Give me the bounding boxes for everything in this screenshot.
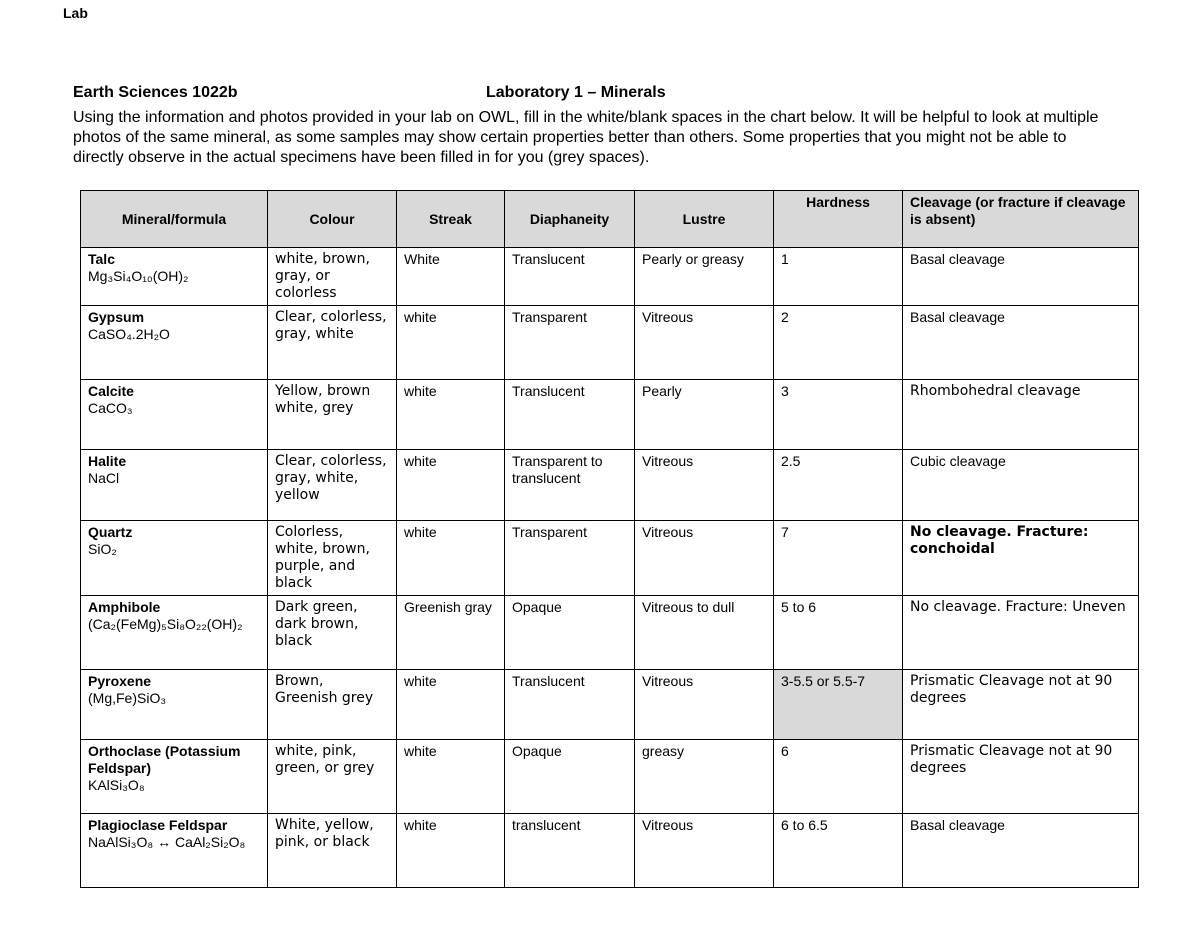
- mineral-formula: NaAlSi₃O₈ ↔ CaAl₂Si₂O₈: [88, 834, 246, 850]
- mineral-formula: SiO₂: [88, 541, 117, 557]
- cell-colour: White, yellow, pink, or black: [268, 814, 397, 888]
- cell-colour: white, pink, green, or grey: [268, 740, 397, 814]
- mineral-name: Calcite: [88, 383, 134, 399]
- mineral-name: Amphibole: [88, 599, 161, 615]
- cell-mineral: [81, 740, 268, 814]
- cell-lustre: Vitreous: [635, 814, 774, 888]
- mineral-formula: KAlSi₃O₈: [88, 777, 145, 793]
- cell-streak: white: [397, 670, 505, 740]
- cell-hardness: 2: [774, 306, 903, 380]
- header-hardness: Hardness: [774, 191, 903, 248]
- cell-diaphaneity: Transparent: [505, 306, 635, 380]
- cell-cleavage: Prismatic Cleavage not at 90 degrees: [903, 740, 1139, 814]
- mineral-name: Gypsum: [88, 309, 145, 325]
- minerals-table: [80, 190, 1139, 888]
- table-row: [81, 521, 1139, 596]
- header-mineral: Mineral/formula: [81, 191, 268, 248]
- cell-hardness: 3-5.5 or 5.5-7: [774, 670, 903, 740]
- cell-cleavage: Rhombohedral cleavage: [903, 380, 1139, 450]
- mineral-name: Pyroxene: [88, 673, 152, 689]
- cell-streak: white: [397, 380, 505, 450]
- table-header-row: [81, 191, 1139, 248]
- cell-streak: Greenish gray: [397, 596, 505, 670]
- cell-cleavage: Basal cleavage: [903, 814, 1139, 888]
- cell-mineral: [81, 814, 268, 888]
- cell-streak: White: [397, 248, 505, 306]
- cell-lustre: Pearly or greasy: [635, 248, 774, 306]
- cell-colour: white, brown, gray, or colorless: [268, 248, 397, 306]
- header-lustre: Lustre: [635, 191, 774, 248]
- cell-colour: Clear, colorless, gray, white, yellow: [268, 450, 397, 521]
- cell-colour: Clear, colorless, gray, white: [268, 306, 397, 380]
- mineral-name: Talc: [88, 251, 115, 267]
- cell-streak: white: [397, 450, 505, 521]
- cell-lustre: Vitreous: [635, 306, 774, 380]
- cell-diaphaneity: Opaque: [505, 596, 635, 670]
- cell-mineral: [81, 670, 268, 740]
- cell-lustre: greasy: [635, 740, 774, 814]
- cell-diaphaneity: Opaque: [505, 740, 635, 814]
- cell-diaphaneity: Translucent: [505, 380, 635, 450]
- cell-lustre: Pearly: [635, 380, 774, 450]
- cell-hardness: 6 to 6.5: [774, 814, 903, 888]
- cell-lustre: Vitreous: [635, 521, 774, 596]
- cell-cleavage: Cubic cleavage: [903, 450, 1139, 521]
- cell-diaphaneity: Translucent: [505, 670, 635, 740]
- cell-diaphaneity: Transparent to translucent: [505, 450, 635, 521]
- table-row: [81, 814, 1139, 888]
- instructions-paragraph: Using the information and photos provided in your lab on OWL, fill in the white/blank spaces in the chart below. It will be helpful to look at multiple photos of the same mineral, as some samples may show certain properties better than others. Some properties that you might not be able to directly observe in the actual specimens have been filled in for you (grey spaces).: [73, 109, 1099, 166]
- table-row: [81, 596, 1139, 670]
- cell-diaphaneity: Transparent: [505, 521, 635, 596]
- header-diaphaneity: Diaphaneity: [505, 191, 635, 248]
- cell-colour: Yellow, brown white, grey: [268, 380, 397, 450]
- cell-hardness: 7: [774, 521, 903, 596]
- cell-hardness: 3: [774, 380, 903, 450]
- cell-streak: white: [397, 306, 505, 380]
- cell-hardness: 2.5: [774, 450, 903, 521]
- cell-lustre: Vitreous to dull: [635, 596, 774, 670]
- cell-colour: Dark green, dark brown, black: [268, 596, 397, 670]
- mineral-formula: CaSO₄.2H₂O: [88, 326, 170, 342]
- cell-lustre: Vitreous: [635, 670, 774, 740]
- cell-streak: white: [397, 740, 505, 814]
- cell-colour: Colorless, white, brown, purple, and black: [268, 521, 397, 596]
- cell-mineral: [81, 521, 268, 596]
- mineral-formula: CaCO₃: [88, 400, 133, 416]
- cell-mineral: [81, 248, 268, 306]
- mineral-formula: (Ca₂(FeMg)₅Si₈O₂₂(OH)₂: [88, 616, 243, 632]
- header-colour: Colour: [268, 191, 397, 248]
- table-row: [81, 450, 1139, 521]
- mineral-name: Orthoclase (Potassium Feldspar): [88, 743, 241, 776]
- cell-cleavage: Basal cleavage: [903, 306, 1139, 380]
- table-row: [81, 306, 1139, 380]
- header-streak: Streak: [397, 191, 505, 248]
- course-title: Earth Sciences 1022b: [73, 84, 238, 101]
- cell-mineral: [81, 596, 268, 670]
- table-row: [81, 670, 1139, 740]
- cell-hardness: 1: [774, 248, 903, 306]
- cell-cleavage: No cleavage. Fracture: conchoidal: [903, 521, 1139, 596]
- cell-hardness: 5 to 6: [774, 596, 903, 670]
- cell-diaphaneity: Translucent: [505, 248, 635, 306]
- mineral-formula: Mg₃Si₄O₁₀(OH)₂: [88, 268, 189, 284]
- lab-title: Laboratory 1 – Minerals: [486, 84, 666, 101]
- cell-colour: Brown, Greenish grey: [268, 670, 397, 740]
- mineral-formula: (Mg,Fe)SiO₃: [88, 690, 167, 706]
- table-row: [81, 248, 1139, 306]
- cell-mineral: [81, 306, 268, 380]
- cell-hardness: 6: [774, 740, 903, 814]
- table-row: [81, 380, 1139, 450]
- header-label: Lab: [63, 5, 88, 21]
- cell-diaphaneity: translucent: [505, 814, 635, 888]
- mineral-formula: NaCl: [88, 470, 120, 486]
- table-row: [81, 740, 1139, 814]
- header-cleavage: Cleavage (or fracture if cleavage is absent): [903, 191, 1139, 248]
- cell-cleavage: No cleavage. Fracture: Uneven: [903, 596, 1139, 670]
- cell-cleavage: Basal cleavage: [903, 248, 1139, 306]
- mineral-name: Plagioclase Feldspar: [88, 817, 228, 833]
- cell-lustre: Vitreous: [635, 450, 774, 521]
- cell-streak: white: [397, 814, 505, 888]
- cell-mineral: [81, 380, 268, 450]
- mineral-name: Halite: [88, 453, 127, 469]
- cell-cleavage: Prismatic Cleavage not at 90 degrees: [903, 670, 1139, 740]
- cell-mineral: [81, 450, 268, 521]
- cell-streak: white: [397, 521, 505, 596]
- mineral-name: Quartz: [88, 524, 133, 540]
